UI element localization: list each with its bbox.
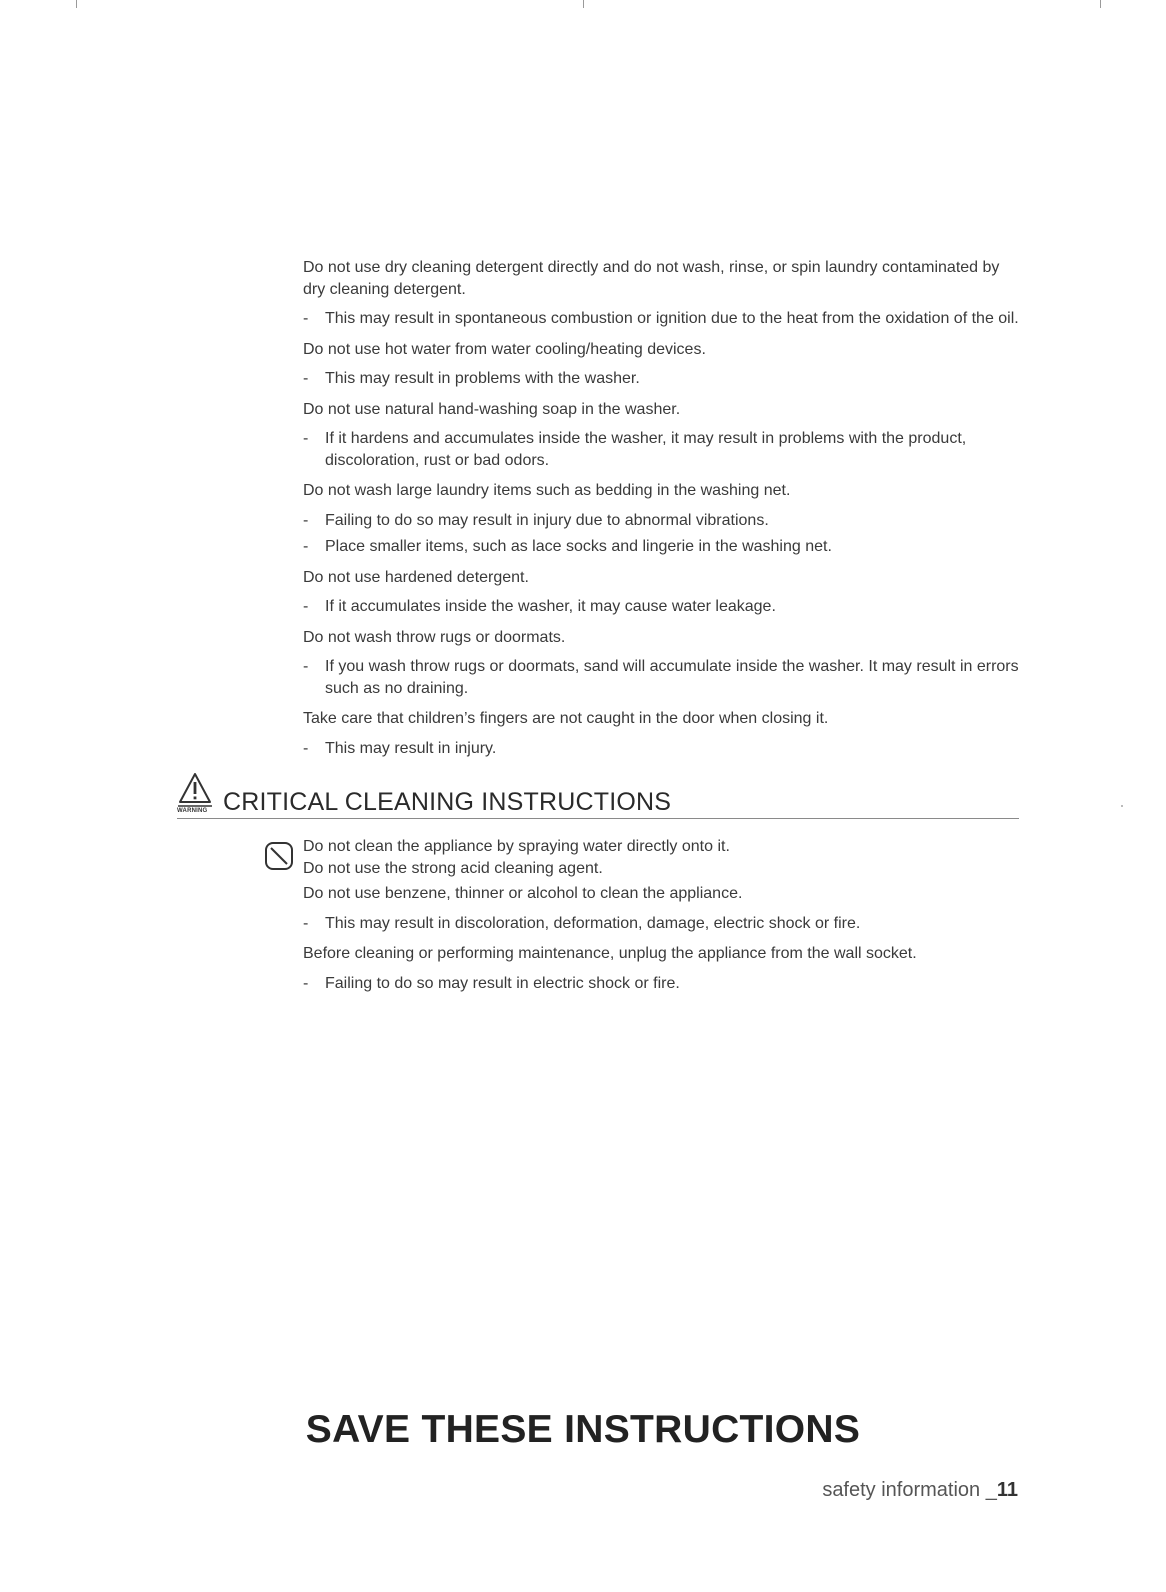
section-title: CRITICAL CLEANING INSTRUCTIONS: [223, 788, 672, 816]
intro-statement: Take care that children’s fingers are not caught in the door when closing it.: [303, 710, 829, 727]
cleaning-bullet: - Failing to do so may result in electric shock or fire.: [303, 974, 680, 992]
intro-bullet: - This may result in spontaneous combustion or ignition due to the heat from the oxidation of the oil.: [303, 310, 1019, 327]
scan-speck: [1121, 805, 1123, 807]
cleaning-bullet: - This may result in discoloration, deformation, damage, electric shock or fire.: [303, 914, 861, 932]
intro-statement: Do not use hot water from water cooling/heating devices.: [303, 340, 706, 358]
intro-statement: Do not use natural hand-washing soap in the washer.: [303, 400, 681, 418]
crop-mark-right: [1100, 0, 1101, 8]
intro-section: [303, 257, 1023, 764]
warning-label: WARNING: [177, 808, 208, 814]
intro-bullet: - Place smaller items, such as lace socks and lingerie in the washing net.: [303, 538, 832, 555]
cleaning-statement: Before cleaning or performing maintenance, unplug the appliance from the wall socket.: [303, 945, 917, 962]
intro-bullet: - This may result in injury.: [303, 739, 497, 757]
intro-statement: Do not wash large laundry items such as bedding in the washing net.: [303, 482, 791, 499]
intro-statement: Do not wash throw rugs or doormats.: [303, 628, 566, 646]
cleaning-statement: Do not use the strong acid cleaning agent.: [303, 859, 603, 877]
footer-section-label: safety information _: [822, 1479, 997, 1501]
intro-bullet: - If you wash throw rugs or doormats, sand will accumulate inside the washer. It may result in errors such as no draining.: [303, 658, 1019, 697]
section-heading: [177, 770, 1019, 819]
crop-mark-center: [583, 0, 584, 8]
save-instructions-title: SAVE THESE INSTRUCTIONS: [305, 1408, 861, 1451]
intro-bullet: - This may result in problems with the washer.: [303, 370, 640, 387]
prohibition-icon: [264, 841, 294, 871]
intro-bullet: - If it accumulates inside the washer, it may cause water leakage.: [303, 598, 776, 615]
page-number: 11: [996, 1479, 1018, 1501]
cleaning-statement: Do not clean the appliance by spraying water directly onto it.: [303, 838, 730, 855]
page-footer: [822, 1479, 1018, 1502]
warning-icon: [177, 770, 213, 816]
intro-bullet: - Failing to do so may result in injury due to abnormal vibrations.: [303, 511, 769, 529]
intro-statement: Do not use hardened detergent.: [303, 568, 529, 586]
intro-bullet: - If it hardens and accumulates inside the washer, it may result in problems with the product, discoloration, rust or bad odors.: [303, 430, 967, 469]
cleaning-statement: Do not use benzene, thinner or alcohol to clean the appliance.: [303, 885, 743, 902]
intro-statement: Do not use dry cleaning detergent directly and do not wash, rinse, or spin laundry contaminated by dry cleaning detergent.: [303, 259, 1000, 298]
cleaning-section: [303, 836, 1023, 999]
crop-mark-left: [76, 0, 77, 8]
